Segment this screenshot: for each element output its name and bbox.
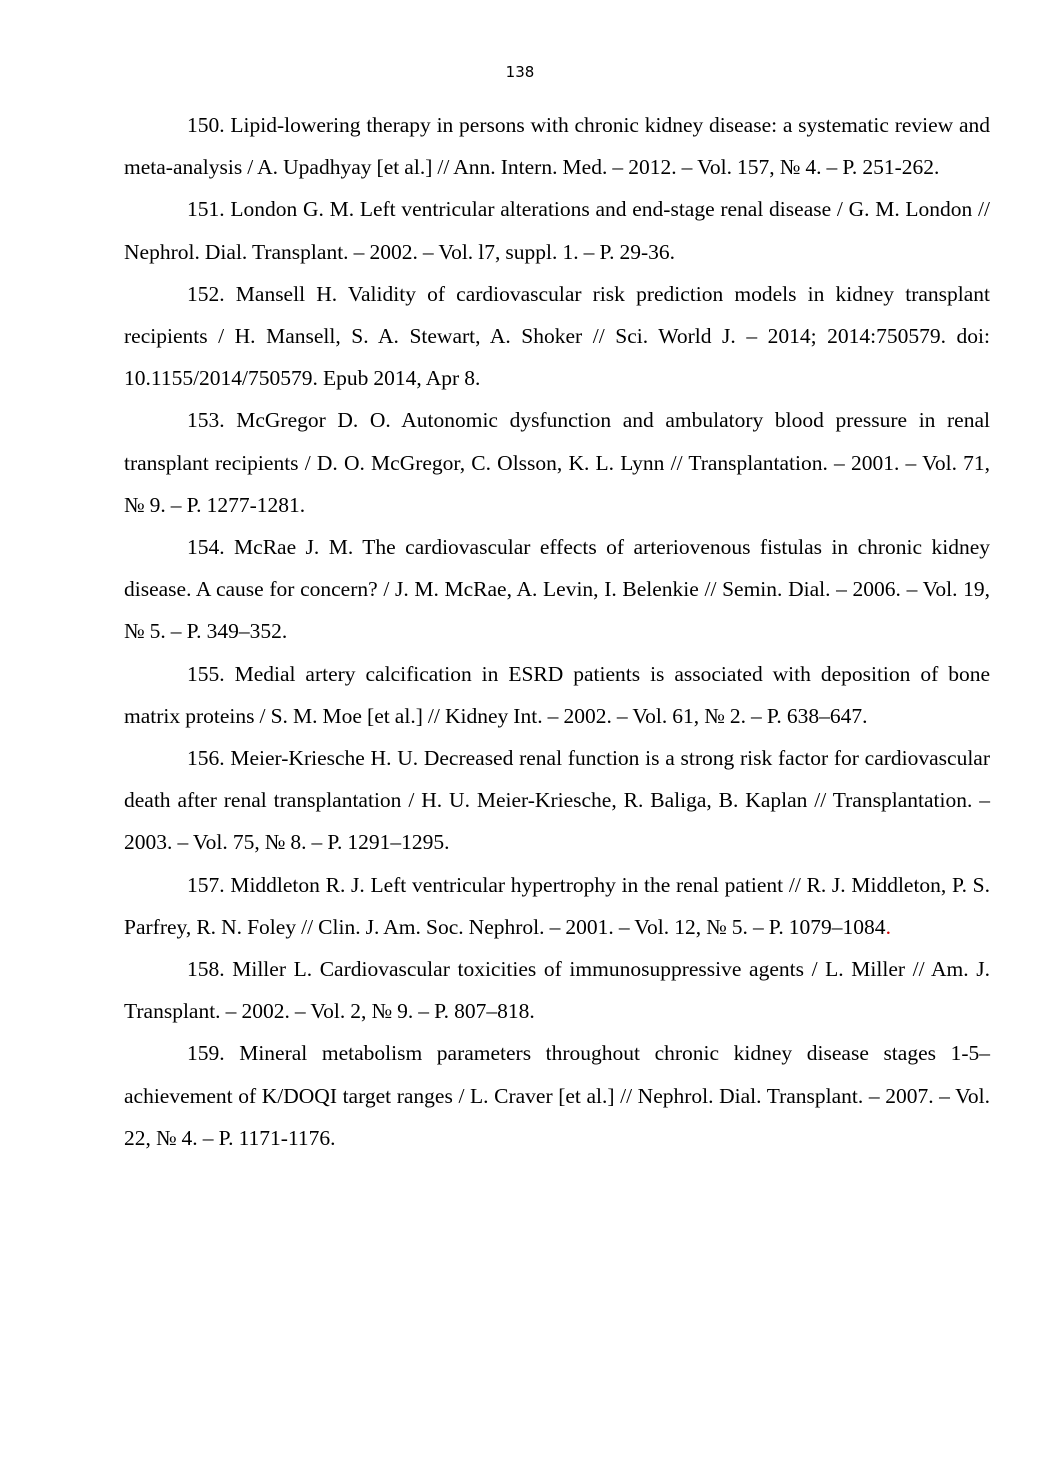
- reference-156: [124, 737, 990, 864]
- reference-152: [124, 273, 990, 400]
- reference-153: [124, 399, 990, 526]
- reference-151: [124, 188, 990, 272]
- reference-text: 156. Meier-Kriesche H. U. Decreased renal function is a strong risk factor for cardiovascular death after renal transplantation / H. U. Meier-Kriesche, R. Baliga, B. Kaplan // Transplantation. – 2003. – Vol. 75, № 8. – P. 1291–1295.: [124, 746, 990, 855]
- reference-text: 157. Middleton R. J. Left ventricular hypertrophy in the renal patient // R. J. Middleton, P. S. Parfrey, R. N. Foley // Clin. J. Am. Soc. Nephrol. – 2001. – Vol. 12, № 5. – P. 1079–1084: [124, 872, 990, 939]
- reference-list: [124, 104, 990, 1159]
- reference-text: 153. McGregor D. O. Autonomic dysfunction and ambulatory blood pressure in renal transplant recipients / D. O. McGregor, C. Olsson, K. L. Lynn // Transplantation. – 2001. – Vol. 71, № 9. – P. 1277-1281.: [124, 408, 990, 517]
- reference-159: [124, 1032, 990, 1159]
- reference-text: 154. McRae J. M. The cardiovascular effects of arteriovenous fistulas in chronic kidney disease. A cause for concern? / J. M. McRae, A. Levin, I. Belenkie // Semin. Dial. – 2006. – Vol. 19, № 5. – P. 349–352.: [124, 535, 990, 644]
- reference-158: [124, 948, 990, 1032]
- reference-text: 150. Lipid-lowering therapy in persons with chronic kidney disease: a systematic review and meta-analysis / A. Upadhyay [et al.] // Ann. Intern. Med. – 2012. – Vol. 157, № 4. – P. 251-262.: [124, 113, 990, 180]
- reference-text: 152. Mansell H. Validity of cardiovascular risk prediction models in kidney transplant recipients / H. Mansell, S. A. Stewart, A. Shoker // Sci. World J. – 2014; 2014:750579. doi: 10.1155/2014/750579. Epub 2014, Apr 8.: [124, 281, 990, 391]
- reference-154: [124, 526, 990, 653]
- reference-155: [124, 653, 990, 737]
- reference-text: 158. Miller L. Cardiovascular toxicities of immunosuppressive agents / L. Miller // Am. J. Transplant. – 2002. – Vol. 2, № 9. – P. 807–818.: [124, 957, 990, 1024]
- reference-150: [124, 104, 990, 188]
- reference-157: [124, 864, 990, 948]
- reference-text: 155. Medial artery calcification in ESRD patients is associated with deposition of bone matrix proteins / S. M. Moe [et al.] // Kidney Int. – 2002. – Vol. 61, № 2. – P. 638–647.: [124, 661, 990, 728]
- reference-text: 159. Mineral metabolism parameters throughout chronic kidney disease stages 1-5–achievement of K/DOQI target ranges / L. Craver [et al.] // Nephrol. Dial. Transplant. – 2007. – Vol. 22, № 4. – P. 1171-1176.: [124, 1041, 990, 1150]
- reference-trailing-period: .: [885, 914, 891, 939]
- reference-text: 151. London G. M. Left ventricular alterations and end-stage renal disease / G. M. London // Nephrol. Dial. Transplant. – 2002. – Vol. l7, suppl. 1. – P. 29-36.: [124, 197, 990, 264]
- page-number: 138: [505, 63, 535, 81]
